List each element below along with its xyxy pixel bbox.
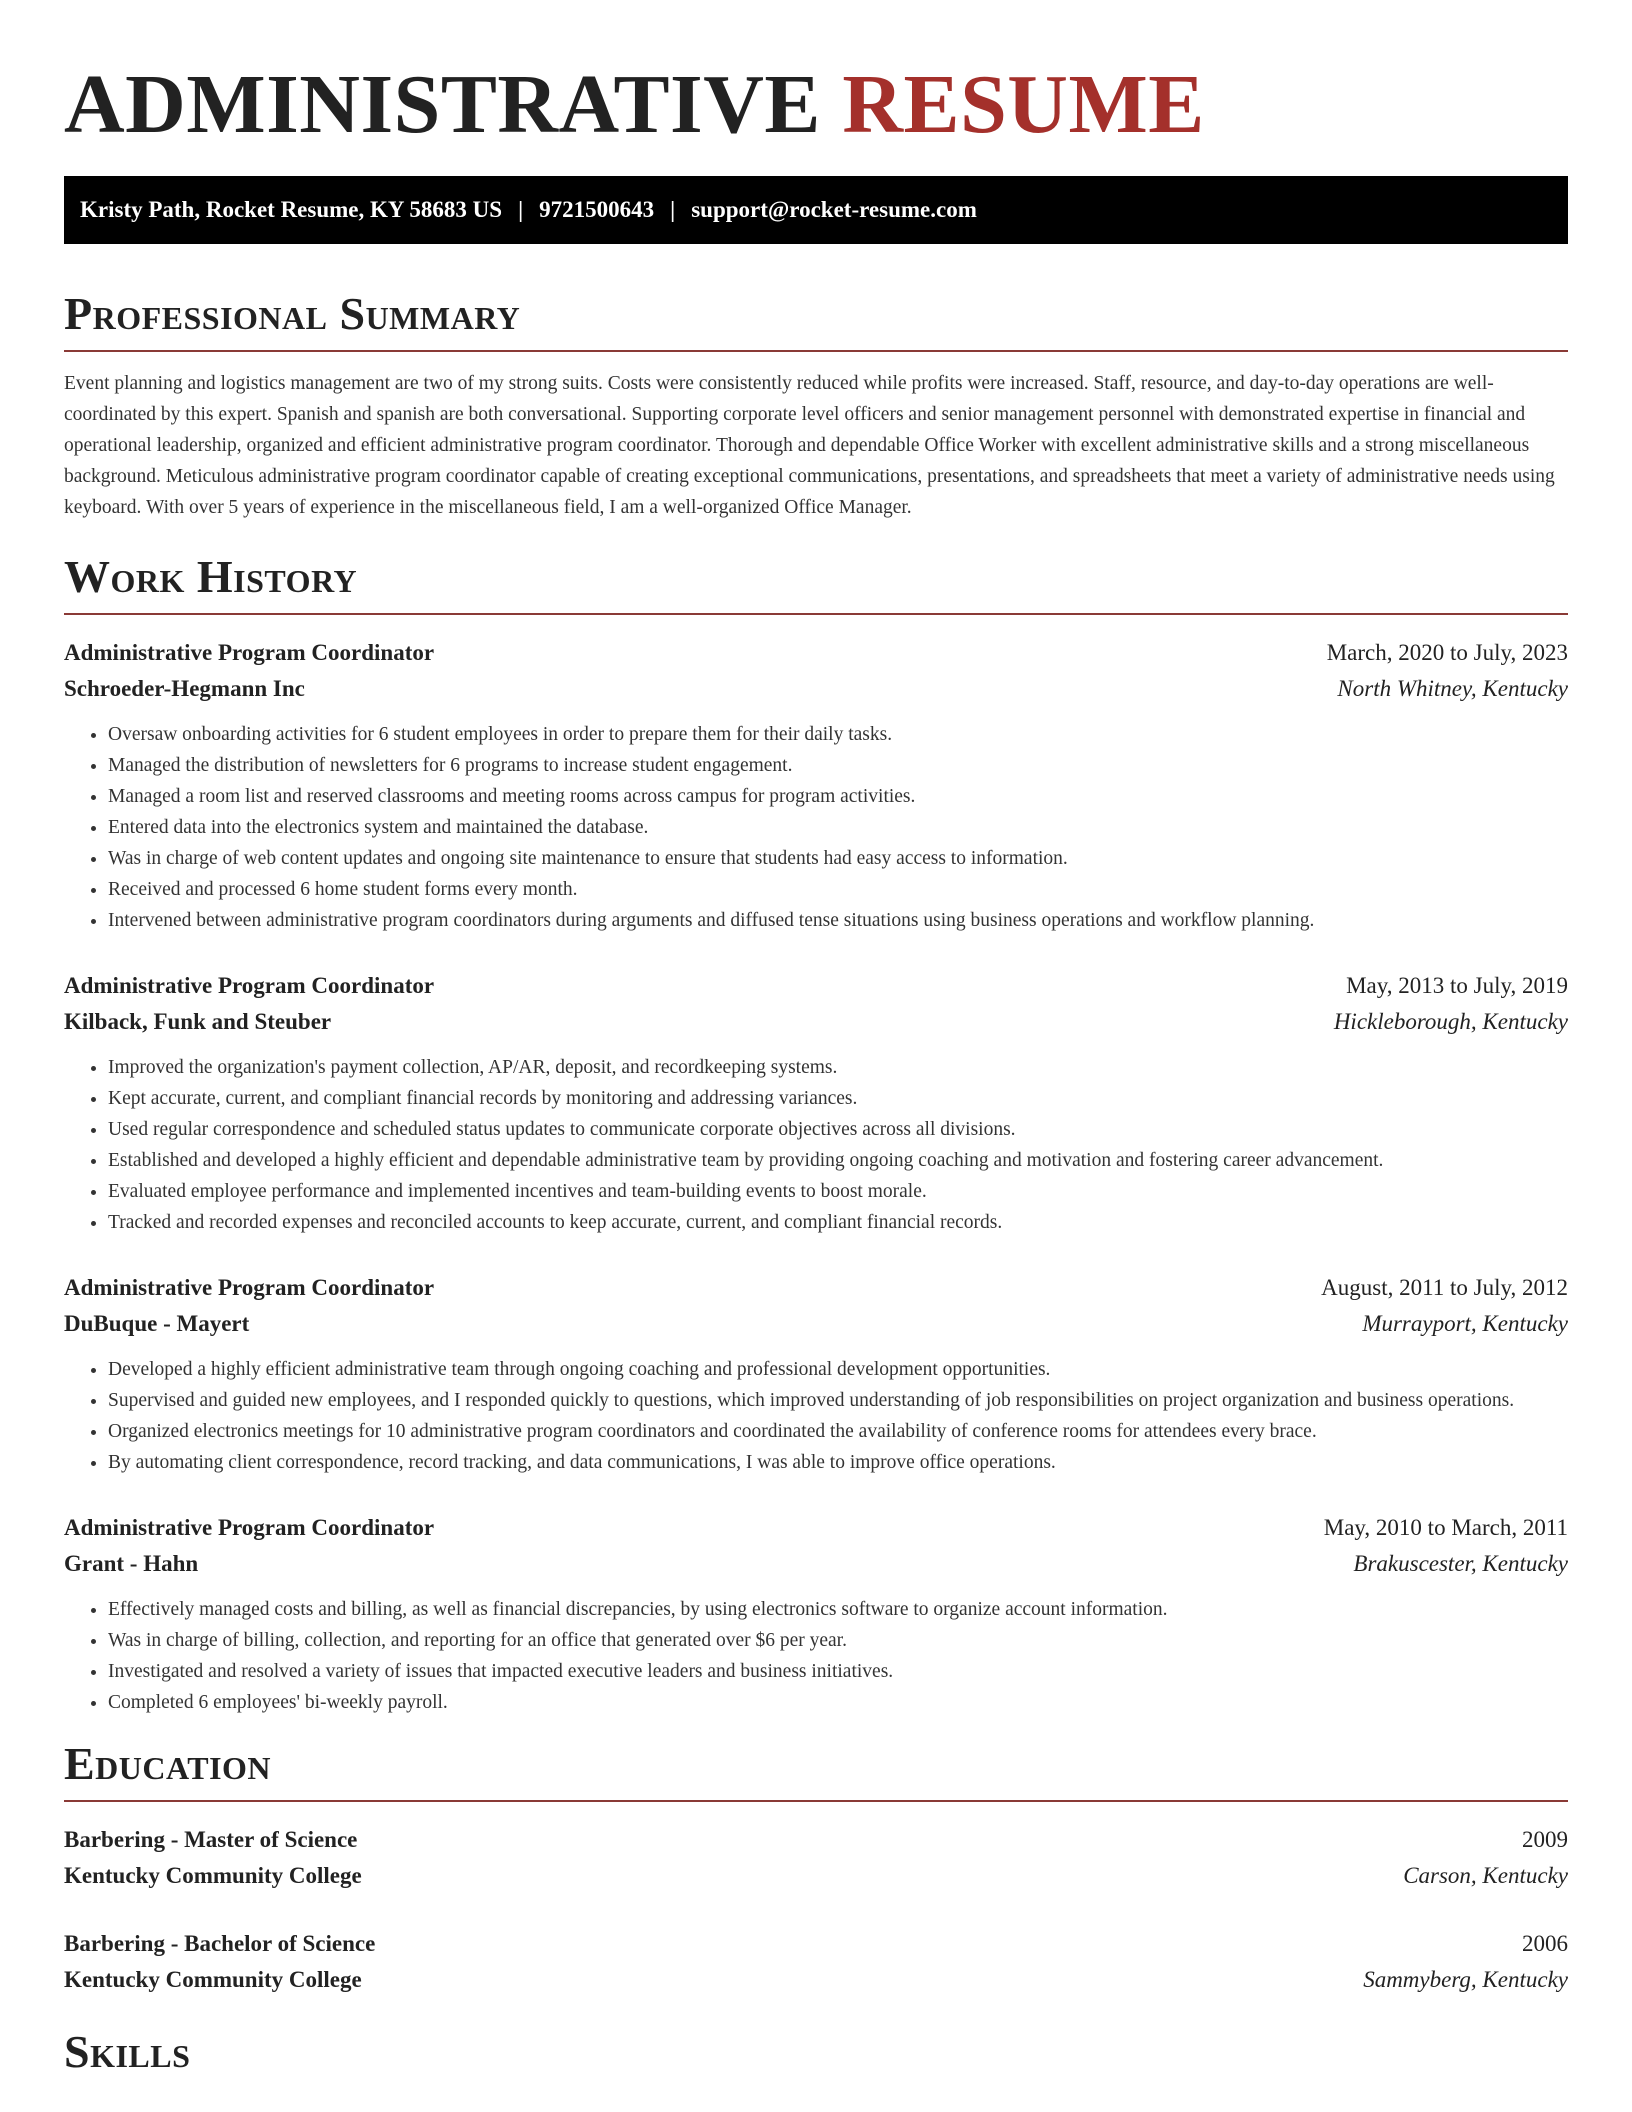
- job-dates: May, 2010 to March, 2011: [1323, 1515, 1568, 1540]
- section-divider: [64, 613, 1568, 615]
- list-item: • Investigated and resolved a variety of issues that impacted executive leaders and business initiatives.: [108, 1656, 1568, 1687]
- skills-section: [64, 2024, 1568, 2080]
- section-heading: Education: [64, 1738, 272, 1789]
- job-entry: [64, 1510, 1568, 1718]
- job-title: Administrative Program Coordinator: [64, 1515, 435, 1540]
- section-heading: Work History: [64, 551, 358, 602]
- job-title: Administrative Program Coordinator: [64, 1275, 435, 1300]
- job-title: Administrative Program Coordinator: [64, 973, 435, 998]
- job-dates: August, 2011 to July, 2012: [1321, 1275, 1568, 1300]
- list-item: • Managed a room list and reserved classrooms and meeting rooms across campus for program activities.: [108, 781, 1568, 812]
- title-accent: RESUME: [842, 58, 1205, 151]
- job-entry: [64, 968, 1568, 1238]
- job-location: Murrayport, Kentucky: [1362, 1311, 1568, 1336]
- job-dates: May, 2013 to July, 2019: [1346, 973, 1568, 998]
- list-item: • Received and processed 6 home student forms every month.: [108, 874, 1568, 905]
- education-degree: Barbering - Bachelor of Science: [64, 1931, 376, 1956]
- title-main: ADMINISTRATIVE: [64, 58, 821, 151]
- list-item: • Improved the organization's payment collection, AP/AR, deposit, and recordkeeping systems.: [108, 1052, 1568, 1083]
- job-entry: [64, 635, 1568, 936]
- job-entry: [64, 1270, 1568, 1478]
- education-section: [64, 1736, 1568, 1998]
- list-item: • Used regular correspondence and scheduled status updates to communicate corporate objectives across all divisions.: [108, 1114, 1568, 1145]
- list-item: • Supervised and guided new employees, and I responded quickly to questions, which improved understanding of job responsibilities on project organization and business operations.: [108, 1385, 1568, 1416]
- section-heading: Professional Summary: [64, 288, 521, 339]
- job-bullets: [64, 1354, 1568, 1478]
- list-item: • By automating client correspondence, record tracking, and data communications, I was able to improve office operations.: [108, 1447, 1568, 1478]
- list-item: • Entered data into the electronics system and maintained the database.: [108, 812, 1568, 843]
- list-item: • Tracked and recorded expenses and reconciled accounts to keep accurate, current, and compliant financial records.: [108, 1207, 1568, 1238]
- education-school: Kentucky Community College: [64, 1967, 362, 1992]
- list-item: • Effectively managed costs and billing, as well as financial discrepancies, by using electronics software to organize account information.: [108, 1594, 1568, 1625]
- education-location: Sammyberg, Kentucky: [1363, 1967, 1568, 1992]
- job-bullets: [64, 1052, 1568, 1238]
- list-item: • Was in charge of web content updates and ongoing site maintenance to ensure that students had easy access to information.: [108, 843, 1568, 874]
- job-company: Grant - Hahn: [64, 1551, 199, 1576]
- list-item: • Completed 6 employees' bi-weekly payroll.: [108, 1687, 1568, 1718]
- contact-separator: |: [670, 197, 676, 222]
- job-location: North Whitney, Kentucky: [1337, 676, 1568, 701]
- section-heading: Skills: [64, 2026, 191, 2077]
- list-item: • Oversaw onboarding activities for 6 student employees in order to prepare them for their daily tasks.: [108, 719, 1568, 750]
- education-entry: [64, 1822, 1568, 1894]
- job-bullets: [64, 1594, 1568, 1718]
- education-location: Carson, Kentucky: [1403, 1863, 1568, 1888]
- list-item: • Intervened between administrative program coordinators during arguments and diffused tense situations using business operations and workflow planning.: [108, 905, 1568, 936]
- section-divider: [64, 1800, 1568, 1802]
- list-item: • Established and developed a highly efficient and dependable administrative team by providing ongoing coaching and motivation and fostering career advancement.: [108, 1145, 1568, 1176]
- education-degree: Barbering - Master of Science: [64, 1827, 358, 1852]
- list-item: • Was in charge of billing, collection, and reporting for an office that generated over $6 per year.: [108, 1625, 1568, 1656]
- resume-title: [64, 0, 1568, 150]
- professional-summary-section: [64, 286, 1568, 523]
- job-location: Brakuscester, Kentucky: [1353, 1551, 1568, 1576]
- list-item: • Developed a highly efficient administrative team through ongoing coaching and professional development opportunities.: [108, 1354, 1568, 1385]
- list-item: • Managed the distribution of newsletters for 6 programs to increase student engagement.: [108, 750, 1568, 781]
- contact-bar: [64, 176, 1568, 244]
- list-item: • Evaluated employee performance and implemented incentives and team-building events to boost morale.: [108, 1176, 1568, 1207]
- job-bullets: [64, 719, 1568, 936]
- contact-email[interactable]: support@rocket-resume.com: [691, 197, 977, 222]
- contact-address: Kristy Path, Rocket Resume, KY 58683 US: [80, 197, 503, 222]
- education-year: 2009: [1522, 1827, 1568, 1852]
- education-year: 2006: [1522, 1931, 1568, 1956]
- job-company: Schroeder-Hegmann Inc: [64, 676, 305, 701]
- summary-text: Event planning and logistics management are two of my strong suits. Costs were consistently reduced while profits were increased. Staff, resource, and day-to-day operations are well-coordinated by this expert. Spanish and spanish are both conversational. Supporting corporate level officers and senior management personnel with demonstrated expertise in financial and operational leadership, organized and efficient administrative program coordinator. Thorough and dependable Office Worker with excellent administrative skills and a strong miscellaneous background. Meticulous administrative program coordinator capable of creating exceptional communications, presentations, and spreadsheets that meet a variety of administrative needs using keyboard. With over 5 years of experience in the miscellaneous field, I am a well-organized Office Manager.: [64, 373, 1555, 518]
- education-entry: [64, 1926, 1568, 1998]
- job-company: Kilback, Funk and Steuber: [64, 1009, 332, 1034]
- job-title: Administrative Program Coordinator: [64, 640, 435, 665]
- section-divider: [64, 350, 1568, 352]
- job-dates: March, 2020 to July, 2023: [1326, 640, 1568, 665]
- job-location: Hickleborough, Kentucky: [1333, 1009, 1568, 1034]
- contact-phone: 9721500643: [539, 197, 655, 222]
- list-item: • Kept accurate, current, and compliant financial records by monitoring and addressing variances.: [108, 1083, 1568, 1114]
- job-company: DuBuque - Mayert: [64, 1311, 250, 1336]
- work-history-section: [64, 549, 1568, 1718]
- contact-separator: |: [518, 197, 524, 222]
- list-item: • Organized electronics meetings for 10 administrative program coordinators and coordinated the availability of conference rooms for attendees every brace.: [108, 1416, 1568, 1447]
- education-school: Kentucky Community College: [64, 1863, 362, 1888]
